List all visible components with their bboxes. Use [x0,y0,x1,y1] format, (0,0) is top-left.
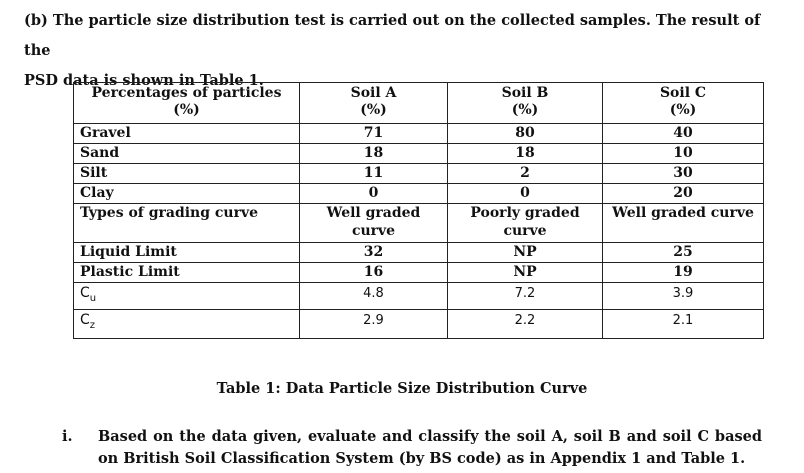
cell-soil-a: 4.8 [300,283,448,310]
row-label-grading: Types of grading curve [74,204,300,243]
cell-soil-a: 11 [300,164,448,184]
table-row-grading [74,204,764,243]
cell-soil-a: 2.9 [300,309,448,338]
table-row [74,124,764,144]
row-label-gravel: Gravel [74,124,300,144]
table-row [74,144,764,164]
cell-soil-a: 32 [300,243,448,263]
intro-line-1: (b) The particle size distribution test is carried out on the collected samples. The result of the [24,12,761,59]
table-row-cz [74,309,764,338]
row-label-plastic-limit: Plastic Limit [74,263,300,283]
table-row [74,164,764,184]
header-soil-c: Soil C (%) [603,83,764,124]
cell-soil-b: NP [448,263,603,283]
table-row-cu [74,283,764,310]
cell-soil-c: 19 [603,263,764,283]
row-label-cu: $C_u$ [74,283,300,310]
cell-soil-b: 2.2 [448,309,603,338]
cell-grading-soil-c: Well graded curve [603,204,764,243]
header-percentages: Percentages of particles (%) [74,83,300,124]
row-label-clay: Clay [74,184,300,204]
psd-table [73,82,764,339]
header-soil-b: Soil B (%) [448,83,603,124]
cell-soil-b: 0 [448,184,603,204]
table-row [74,263,764,283]
cell-soil-b: 2 [448,164,603,184]
cell-soil-b: NP [448,243,603,263]
table-caption: Table 1: Data Particle Size Distribution Curve [216,380,588,397]
cell-grading-soil-b: Poorly graded curve [448,204,603,243]
intro-line-2: PSD data is shown in Table 1. [24,72,264,89]
cell-soil-b: 80 [448,124,603,144]
cell-soil-c: 20 [603,184,764,204]
cell-grading-soil-a: Well graded curve [300,204,448,243]
question-text: Based on the data given, evaluate and classify the soil A, soil B and soil C based on British Soil Classification System (by BS code) as in Appendix 1 and Table 1. [98,428,762,467]
cell-soil-c: 10 [603,144,764,164]
table-header-row [74,83,764,124]
header-soil-a: Soil A (%) [300,83,448,124]
cell-soil-c: 2.1 [603,309,764,338]
cell-soil-c: 25 [603,243,764,263]
table-row [74,184,764,204]
cell-soil-c: 40 [603,124,764,144]
row-label-sand: Sand [74,144,300,164]
cell-soil-b: 18 [448,144,603,164]
row-label-silt: Silt [74,164,300,184]
cell-soil-a: 16 [300,263,448,283]
question-number: i. [62,428,73,445]
cell-soil-a: 18 [300,144,448,164]
cell-soil-a: 0 [300,184,448,204]
cell-soil-b: 7.2 [448,283,603,310]
cell-soil-c: 30 [603,164,764,184]
row-label-liquid-limit: Liquid Limit [74,243,300,263]
table-row [74,243,764,263]
row-label-cz: $C_z$ [74,309,300,338]
cell-soil-c: 3.9 [603,283,764,310]
cell-soil-a: 71 [300,124,448,144]
